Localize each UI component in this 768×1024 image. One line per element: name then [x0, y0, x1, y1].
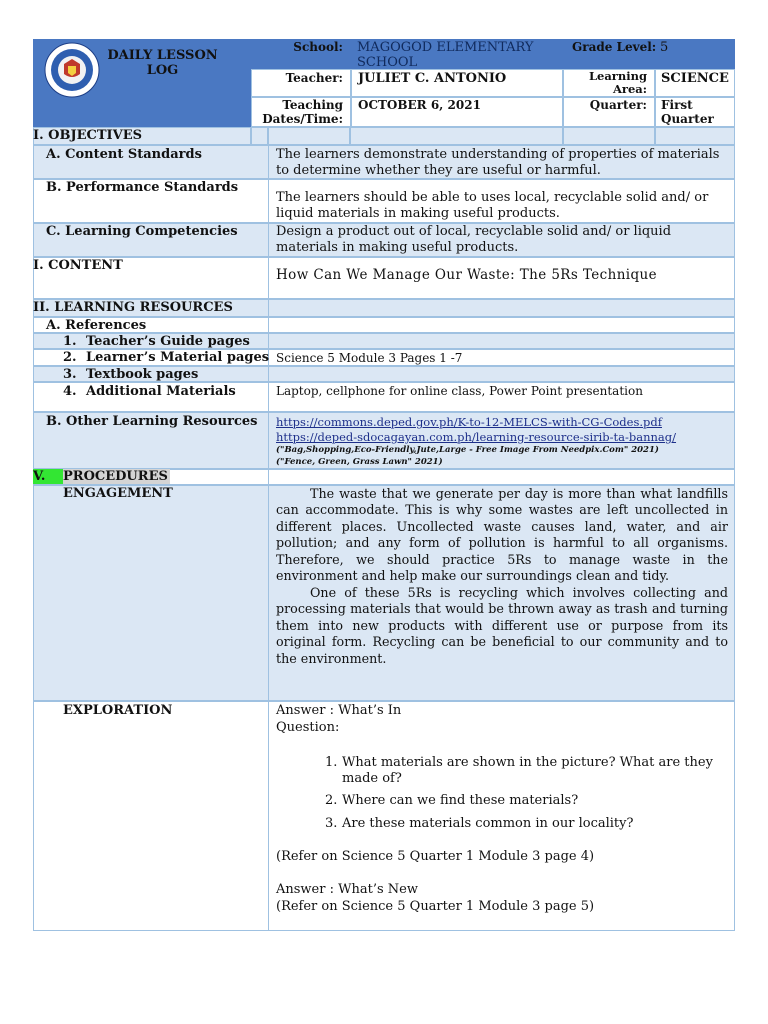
objectives-empty-cell-1: [268, 127, 350, 145]
teachers-guide-value-cell: [268, 333, 735, 349]
question-1-number: 1.: [325, 755, 338, 770]
question-3: [325, 816, 715, 832]
engagement-label: ENGAGEMENT: [63, 486, 173, 501]
other-resources-label: B. Other Learning Resources: [46, 414, 258, 429]
school-label: School:: [293, 40, 343, 54]
additional-materials-number: 4.: [63, 384, 77, 399]
performance-standards-label: B. Performance Standards: [46, 180, 239, 195]
learners-material-text: Learner’s Material pages: [86, 350, 270, 365]
exploration-label: EXPLORATION: [63, 703, 173, 718]
performance-standards-value: The learners should be able to uses local, recyclable solid and/ or liquid materials in making useful products.: [276, 190, 709, 221]
school-value: MAGOGOD ELEMENTARY SCHOOL: [357, 40, 534, 70]
question-label: Question:: [276, 720, 340, 735]
question-1: [325, 755, 715, 787]
engagement-paragraph-2: One of these 5Rs is recycling which involves collecting and processing materials that would be thrown away as trash and turning them into new products with different use or purpose from its original form. Recycling can be beneficial to our community and to the environment.: [276, 585, 728, 666]
textbook-number: 3.: [63, 367, 77, 382]
question-2-text: Where can we find these materials?: [342, 793, 579, 808]
additional-materials-label: [63, 384, 236, 399]
question-3-number: 3.: [325, 816, 338, 831]
additional-materials-text: Additional Materials: [86, 384, 236, 399]
grade-level-label: Grade Level:: [572, 40, 657, 54]
objectives-empty-cell-2: [350, 127, 563, 145]
question-1-text: What materials are shown in the picture? What are they made of?: [342, 755, 713, 786]
whats-in-reference: (Refer on Science 5 Quarter 1 Module 3 page 4): [276, 849, 595, 864]
learners-material-number: 2.: [63, 350, 77, 365]
sdo-cagayan-link[interactable]: https://deped-sdocagayan.com.ph/learning-resource-sirib-ta-bannag/: [276, 430, 677, 444]
quarter-value: First Quarter: [661, 98, 714, 126]
learners-material-label: [63, 350, 269, 365]
log-title-line1: DAILY LESSON: [107, 48, 218, 63]
learning-area-value: SCIENCE: [661, 71, 729, 86]
teaching-dates-value: OCTOBER 6, 2021: [358, 98, 481, 112]
whats-new-answer: Answer : What’s New: [276, 882, 418, 897]
quarter-label: Quarter:: [589, 98, 647, 112]
textbook-value-cell: [268, 366, 735, 382]
question-3-text: Are these materials common in our locality?: [342, 816, 634, 831]
teacher-label: Teacher:: [285, 71, 343, 85]
resources-heading: II. LEARNING RESOURCES: [33, 300, 233, 315]
log-title: [100, 48, 225, 78]
resources-heading-empty-cell: [268, 299, 735, 317]
content-heading: I. CONTENT: [33, 258, 123, 273]
content-standards-value: The learners demonstrate understanding of properties of materials to determine whether they are useful or harmful.: [276, 147, 720, 178]
procedures-heading-empty-cell: [268, 469, 735, 485]
content-standards-label: A. Content Standards: [46, 147, 202, 162]
learning-competencies-value: Design a product out of local, recyclable solid and/ or liquid materials in making useful products.: [276, 224, 672, 255]
log-title-line2: LOG: [146, 63, 179, 78]
engagement-label-cell: [33, 485, 269, 701]
objectives-spacer-cell: [251, 127, 268, 145]
teachers-guide-text: Teacher’s Guide pages: [86, 334, 250, 349]
additional-materials-value: Laptop, cellphone for online class, Power Point presentation: [276, 384, 643, 398]
teacher-value: JULIET C. ANTONIO: [358, 71, 507, 86]
melcs-link[interactable]: https://commons.deped.gov.ph/K-to-12-MELCS-with-CG-Codes.pdf: [276, 415, 662, 429]
references-label: A. References: [46, 318, 147, 333]
whats-new-reference: (Refer on Science 5 Quarter 1 Module 3 page 5): [276, 899, 595, 914]
learning-competencies-label: C. Learning Competencies: [46, 224, 238, 239]
whats-in-answer: Answer : What’s In: [276, 703, 402, 718]
textbook-label: [63, 367, 198, 382]
grade-level-value: 5: [660, 40, 669, 55]
bag-image-citation: ("Bag,Shopping,Eco-Friendly,Jute,Large - Free Image From Needpix.Com" 2021): [276, 445, 659, 455]
procedures-heading-prefix: V.: [33, 469, 46, 484]
fence-image-citation: ("Fence, Green, Grass Lawn" 2021): [276, 457, 443, 467]
deped-seal-icon: [44, 42, 100, 98]
learning-area-label: Learning Area:: [588, 69, 647, 96]
objectives-empty-cell-4: [655, 127, 735, 145]
teachers-guide-label: [63, 334, 250, 349]
question-2-number: 2.: [325, 793, 338, 808]
learners-material-value: Science 5 Module 3 Pages 1 -7: [276, 351, 463, 365]
references-value-cell: [268, 317, 735, 333]
exploration-label-cell: [33, 701, 269, 931]
content-title: How Can We Manage Our Waste: The 5Rs Technique: [276, 267, 658, 283]
textbook-text: Textbook pages: [86, 367, 199, 382]
procedures-heading: PROCEDURES: [63, 469, 168, 484]
question-2: [325, 793, 715, 809]
teaching-dates-label: Teaching Dates/Time:: [262, 98, 343, 126]
teachers-guide-number: 1.: [63, 334, 77, 349]
objectives-empty-cell-3: [563, 127, 655, 145]
objectives-heading: I. OBJECTIVES: [33, 128, 142, 143]
engagement-paragraph-1: The waste that we generate per day is more than what landfills can accommodate. This is why some wastes are left uncollected in different places. Uncollected waste causes land, water, and air pollution; and any form of pollution is harmful to all organisms. Therefore, we should practice 5Rs to manage waste in the environment and help make our surroundings clean and tidy.: [276, 486, 728, 584]
